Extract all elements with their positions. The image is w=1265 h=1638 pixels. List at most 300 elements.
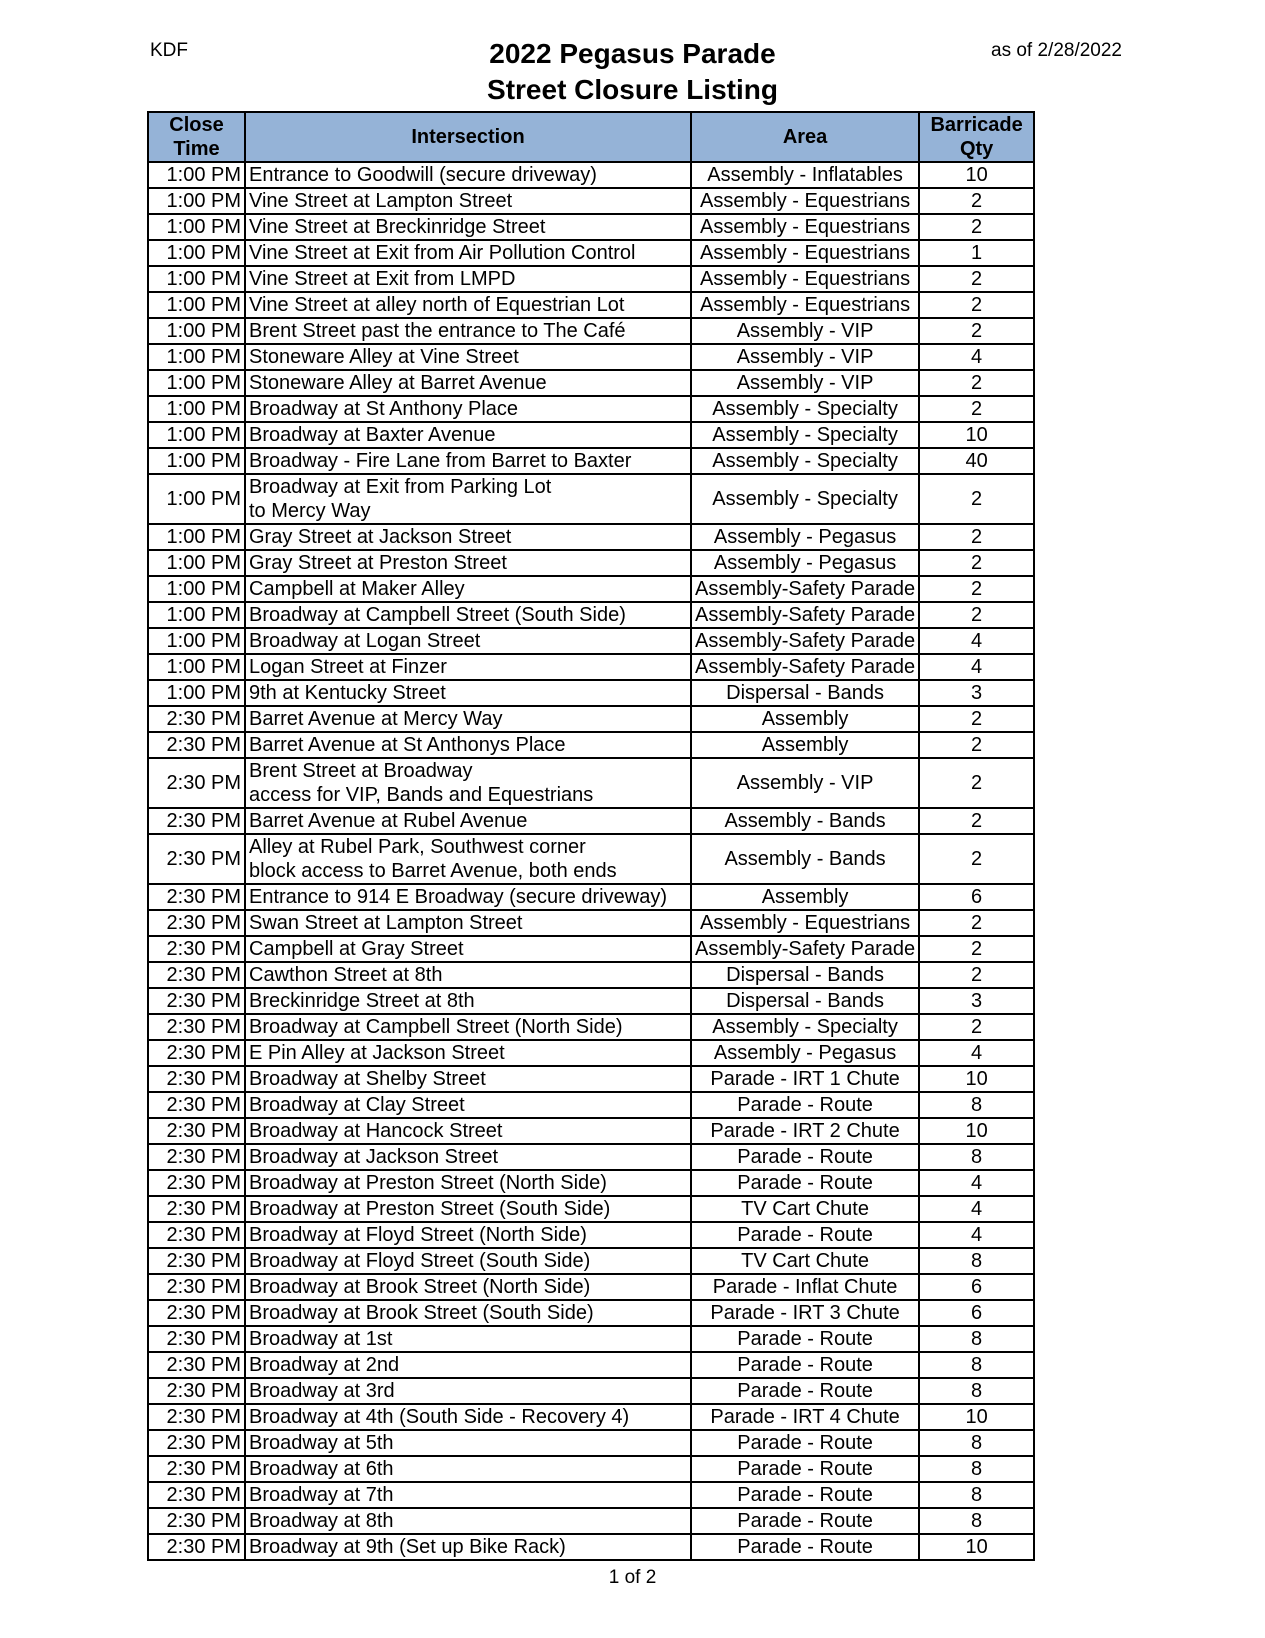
intersection-line: Broadway at Brook Street (South Side) [249, 1302, 594, 1324]
intersection-line: Vine Street at Exit from LMPD [249, 268, 516, 290]
area-cell: Assembly-Safety Parade [691, 576, 919, 602]
barricade-qty-cell: 2 [919, 834, 1034, 884]
close-time-cell: 1:00 PM [148, 680, 245, 706]
area-cell: Assembly - Equestrians [691, 266, 919, 292]
barricade-qty-cell: 8 [919, 1248, 1034, 1274]
intersection-cell [245, 1300, 691, 1326]
intersection-line: Brent Street at Broadway [249, 760, 473, 782]
intersection-line: Stoneware Alley at Vine Street [249, 346, 519, 368]
intersection-cell [245, 1170, 691, 1196]
intersection-line: Broadway at Jackson Street [249, 1146, 499, 1168]
column-header-close-time [148, 112, 245, 162]
area-cell: Assembly - Bands [691, 808, 919, 834]
intersection-cell [245, 962, 691, 988]
intersection-line: Broadway at 1st [249, 1328, 393, 1350]
barricade-qty-cell: 4 [919, 628, 1034, 654]
table-row [148, 884, 1034, 910]
intersection-line: Broadway at Campbell Street (South Side) [249, 604, 626, 626]
intersection-cell [245, 188, 691, 214]
area-cell: Assembly - Pegasus [691, 524, 919, 550]
intersection-line: Breckinridge Street at 8th [249, 990, 475, 1012]
table-row [148, 808, 1034, 834]
close-time-cell: 2:30 PM [148, 1534, 245, 1560]
close-time-cell: 2:30 PM [148, 732, 245, 758]
area-cell: Assembly-Safety Parade [691, 654, 919, 680]
close-time-cell: 1:00 PM [148, 370, 245, 396]
area-cell: Assembly [691, 706, 919, 732]
intersection-cell [245, 808, 691, 834]
close-time-cell: 2:30 PM [148, 1378, 245, 1404]
table-row [148, 910, 1034, 936]
intersection-line: Entrance to Goodwill (secure driveway) [249, 164, 597, 186]
close-time-header-line-2: Time [173, 138, 220, 160]
close-time-cell: 2:30 PM [148, 1326, 245, 1352]
table-row [148, 758, 1034, 808]
close-time-cell: 2:30 PM [148, 910, 245, 936]
area-cell: Parade - Route [691, 1222, 919, 1248]
close-time-cell: 2:30 PM [148, 1430, 245, 1456]
intersection-line: Broadway at Clay Street [249, 1094, 465, 1116]
table-row [148, 576, 1034, 602]
barricade-qty-cell: 8 [919, 1430, 1034, 1456]
close-time-cell: 2:30 PM [148, 706, 245, 732]
table-row [148, 1196, 1034, 1222]
table-row [148, 214, 1034, 240]
barricade-qty-cell: 8 [919, 1326, 1034, 1352]
intersection-cell [245, 524, 691, 550]
barricade-qty-cell: 2 [919, 576, 1034, 602]
barricade-qty-cell: 2 [919, 318, 1034, 344]
intersection-line: Cawthon Street at 8th [249, 964, 443, 986]
area-cell: Assembly - Specialty [691, 422, 919, 448]
intersection-line: Broadway at Logan Street [249, 630, 481, 652]
table-row [148, 370, 1034, 396]
close-time-cell: 1:00 PM [148, 524, 245, 550]
intersection-line: Broadway at Preston Street (North Side) [249, 1172, 607, 1194]
area-cell: Assembly - Inflatables [691, 162, 919, 188]
table-row [148, 1300, 1034, 1326]
intersection-cell [245, 1092, 691, 1118]
area-cell: Parade - Route [691, 1430, 919, 1456]
close-time-cell: 2:30 PM [148, 834, 245, 884]
intersection-cell [245, 706, 691, 732]
intersection-cell [245, 936, 691, 962]
barricade-qty-cell: 8 [919, 1482, 1034, 1508]
intersection-cell [245, 214, 691, 240]
close-time-cell: 2:30 PM [148, 1404, 245, 1430]
intersection-line: Vine Street at Breckinridge Street [249, 216, 546, 238]
intersection-line: Broadway at 2nd [249, 1354, 400, 1376]
intersection-line: Gray Street at Jackson Street [249, 526, 512, 548]
barricade-qty-cell: 6 [919, 1300, 1034, 1326]
close-time-cell: 2:30 PM [148, 1508, 245, 1534]
intersection-line: Broadway at 4th (South Side - Recovery 4) [249, 1406, 630, 1428]
intersection-cell [245, 1430, 691, 1456]
area-cell: Parade - Route [691, 1170, 919, 1196]
area-cell: TV Cart Chute [691, 1248, 919, 1274]
barricade-qty-cell: 10 [919, 1066, 1034, 1092]
table-row [148, 1508, 1034, 1534]
barricade-qty-cell: 2 [919, 706, 1034, 732]
area-cell: Assembly - Equestrians [691, 240, 919, 266]
close-time-header-line-1: Close [169, 114, 224, 136]
intersection-cell [245, 1352, 691, 1378]
intersection-cell [245, 1118, 691, 1144]
table-row [148, 162, 1034, 188]
barricade-qty-cell: 4 [919, 654, 1034, 680]
barricade-qty-cell: 2 [919, 524, 1034, 550]
barricade-qty-cell: 8 [919, 1456, 1034, 1482]
barricade-qty-cell: 2 [919, 808, 1034, 834]
intersection-line: Brent Street past the entrance to The Café [249, 320, 626, 342]
area-cell: Assembly - Equestrians [691, 292, 919, 318]
intersection-line: Broadway - Fire Lane from Barret to Baxter [249, 450, 632, 472]
table-row [148, 706, 1034, 732]
barricade-qty-cell: 3 [919, 988, 1034, 1014]
area-cell: Parade - Route [691, 1092, 919, 1118]
barricade-qty-cell: 2 [919, 1014, 1034, 1040]
intersection-line: Broadway at Shelby Street [249, 1068, 486, 1090]
table-row [148, 1118, 1034, 1144]
intersection-line: Barret Avenue at St Anthonys Place [249, 734, 566, 756]
intersection-cell [245, 1248, 691, 1274]
intersection-line: Vine Street at alley north of Equestrian Lot [249, 294, 625, 316]
close-time-cell: 1:00 PM [148, 654, 245, 680]
intersection-cell [245, 654, 691, 680]
table-row [148, 936, 1034, 962]
table-row [148, 1092, 1034, 1118]
close-time-cell: 2:30 PM [148, 1352, 245, 1378]
close-time-cell: 2:30 PM [148, 1144, 245, 1170]
intersection-line: 9th at Kentucky Street [249, 682, 446, 704]
close-time-cell: 2:30 PM [148, 1170, 245, 1196]
barricade-qty-cell: 2 [919, 370, 1034, 396]
table-row [148, 628, 1034, 654]
table-row [148, 396, 1034, 422]
area-cell: Dispersal - Bands [691, 680, 919, 706]
area-cell: Parade - IRT 2 Chute [691, 1118, 919, 1144]
close-time-cell: 2:30 PM [148, 1066, 245, 1092]
intersection-cell [245, 1222, 691, 1248]
intersection-line: Alley at Rubel Park, Southwest corner [249, 836, 586, 858]
barricade-qty-cell: 10 [919, 1534, 1034, 1560]
intersection-line: Gray Street at Preston Street [249, 552, 507, 574]
table-row [148, 680, 1034, 706]
area-cell: Parade - Route [691, 1508, 919, 1534]
intersection-cell [245, 602, 691, 628]
table-row [148, 318, 1034, 344]
intersection-line: Broadway at Exit from Parking Lot [249, 476, 552, 498]
title-line-1: 2022 Pegasus Parade [489, 38, 776, 69]
close-time-cell: 1:00 PM [148, 214, 245, 240]
barricade-qty-cell: 6 [919, 884, 1034, 910]
intersection-line: Broadway at Brook Street (North Side) [249, 1276, 591, 1298]
intersection-cell [245, 1534, 691, 1560]
area-cell: Assembly-Safety Parade [691, 936, 919, 962]
close-time-cell: 2:30 PM [148, 936, 245, 962]
table-row [148, 1144, 1034, 1170]
area-cell: Assembly - Pegasus [691, 1040, 919, 1066]
intersection-line: Broadway at Floyd Street (North Side) [249, 1224, 587, 1246]
close-time-cell: 1:00 PM [148, 448, 245, 474]
intersection-cell [245, 628, 691, 654]
barricade-qty-cell: 8 [919, 1144, 1034, 1170]
barricade-qty-cell: 2 [919, 550, 1034, 576]
intersection-cell [245, 318, 691, 344]
area-cell: Assembly - Specialty [691, 474, 919, 524]
area-cell: Parade - IRT 3 Chute [691, 1300, 919, 1326]
area-cell: Assembly - VIP [691, 758, 919, 808]
barricade-qty-cell: 10 [919, 162, 1034, 188]
barricade-qty-cell: 1 [919, 240, 1034, 266]
close-time-cell: 1:00 PM [148, 628, 245, 654]
area-cell: Parade - Route [691, 1456, 919, 1482]
intersection-line: Broadway at St Anthony Place [249, 398, 519, 420]
barricade-qty-cell: 4 [919, 1040, 1034, 1066]
area-cell: Parade - Route [691, 1482, 919, 1508]
table-row [148, 474, 1034, 524]
close-time-cell: 2:30 PM [148, 1040, 245, 1066]
barricade-qty-cell: 8 [919, 1352, 1034, 1378]
table-row [148, 292, 1034, 318]
column-header-intersection: Intersection [245, 112, 691, 162]
close-time-cell: 1:00 PM [148, 396, 245, 422]
area-cell: Assembly [691, 884, 919, 910]
intersection-line: Broadway at 9th (Set up Bike Rack) [249, 1536, 566, 1558]
intersection-cell [245, 396, 691, 422]
intersection-cell [245, 292, 691, 318]
table-row [148, 1534, 1034, 1560]
table-row [148, 1014, 1034, 1040]
table-row [148, 1378, 1034, 1404]
intersection-line: Broadway at Preston Street (South Side) [249, 1198, 611, 1220]
intersection-line: Broadway at 5th [249, 1432, 394, 1454]
intersection-cell [245, 550, 691, 576]
area-cell: Assembly-Safety Parade [691, 602, 919, 628]
intersection-cell [245, 162, 691, 188]
close-time-cell: 1:00 PM [148, 292, 245, 318]
intersection-line: Barret Avenue at Mercy Way [249, 708, 503, 730]
barricade-qty-cell: 4 [919, 1222, 1034, 1248]
table-row [148, 1222, 1034, 1248]
table-row [148, 524, 1034, 550]
barricade-qty-cell: 10 [919, 1118, 1034, 1144]
area-cell: Assembly - Equestrians [691, 910, 919, 936]
intersection-line: Broadway at 6th [249, 1458, 394, 1480]
barricade-qty-cell: 2 [919, 188, 1034, 214]
intersection-cell [245, 240, 691, 266]
close-time-cell: 1:00 PM [148, 188, 245, 214]
intersection-cell [245, 834, 691, 884]
intersection-cell [245, 910, 691, 936]
area-cell: Dispersal - Bands [691, 962, 919, 988]
close-time-cell: 2:30 PM [148, 808, 245, 834]
table-row [148, 1326, 1034, 1352]
intersection-line: access for VIP, Bands and Equestrians [249, 784, 594, 806]
intersection-cell [245, 576, 691, 602]
close-time-cell: 2:30 PM [148, 1222, 245, 1248]
intersection-line: Broadway at Floyd Street (South Side) [249, 1250, 591, 1272]
intersection-cell [245, 1378, 691, 1404]
area-cell: Assembly [691, 732, 919, 758]
close-time-cell: 1:00 PM [148, 576, 245, 602]
street-closure-table [147, 111, 1035, 1561]
area-cell: Assembly - VIP [691, 344, 919, 370]
area-cell: Parade - IRT 4 Chute [691, 1404, 919, 1430]
barricade-qty-header-line-2: Qty [959, 138, 994, 160]
area-cell: Parade - Route [691, 1534, 919, 1560]
close-time-cell: 2:30 PM [148, 1014, 245, 1040]
intersection-line: E Pin Alley at Jackson Street [249, 1042, 505, 1064]
table-row [148, 1248, 1034, 1274]
table-row [148, 732, 1034, 758]
barricade-qty-cell: 3 [919, 680, 1034, 706]
barricade-qty-cell: 2 [919, 936, 1034, 962]
table-row [148, 962, 1034, 988]
close-time-cell: 2:30 PM [148, 962, 245, 988]
area-cell: Parade - Route [691, 1378, 919, 1404]
area-cell: Assembly - Bands [691, 834, 919, 884]
close-time-cell: 1:00 PM [148, 162, 245, 188]
intersection-line: block access to Barret Avenue, both ends [249, 860, 617, 882]
intersection-cell [245, 1404, 691, 1430]
intersection-cell [245, 758, 691, 808]
table-row [148, 1040, 1034, 1066]
table-row [148, 422, 1034, 448]
close-time-cell: 1:00 PM [148, 422, 245, 448]
table-row [148, 1482, 1034, 1508]
close-time-cell: 2:30 PM [148, 758, 245, 808]
table-row [148, 1274, 1034, 1300]
area-cell: Assembly - Specialty [691, 448, 919, 474]
table-row [148, 834, 1034, 884]
intersection-line: Campbell at Maker Alley [249, 578, 465, 600]
barricade-qty-cell: 2 [919, 396, 1034, 422]
area-cell: Parade - Route [691, 1352, 919, 1378]
title-line-2: Street Closure Listing [487, 74, 778, 105]
barricade-qty-cell: 2 [919, 758, 1034, 808]
close-time-cell: 1:00 PM [148, 318, 245, 344]
intersection-line: Broadway at Baxter Avenue [249, 424, 496, 446]
intersection-line: Campbell at Gray Street [249, 938, 464, 960]
barricade-qty-cell: 10 [919, 1404, 1034, 1430]
area-cell: Parade - Route [691, 1144, 919, 1170]
intersection-cell [245, 1456, 691, 1482]
barricade-qty-cell: 8 [919, 1092, 1034, 1118]
area-cell: Assembly - Equestrians [691, 188, 919, 214]
intersection-cell [245, 1144, 691, 1170]
close-time-cell: 1:00 PM [148, 344, 245, 370]
barricade-qty-cell: 10 [919, 422, 1034, 448]
table-row [148, 448, 1034, 474]
intersection-line: Stoneware Alley at Barret Avenue [249, 372, 547, 394]
table-row [148, 988, 1034, 1014]
close-time-cell: 2:30 PM [148, 1456, 245, 1482]
area-cell: Dispersal - Bands [691, 988, 919, 1014]
intersection-cell [245, 1482, 691, 1508]
intersection-line: Broadway at Campbell Street (North Side) [249, 1016, 623, 1038]
close-time-cell: 1:00 PM [148, 240, 245, 266]
table-row [148, 188, 1034, 214]
table-row [148, 1066, 1034, 1092]
table-row [148, 550, 1034, 576]
area-cell: Assembly - VIP [691, 370, 919, 396]
close-time-cell: 2:30 PM [148, 1300, 245, 1326]
table-row [148, 266, 1034, 292]
table-row [148, 1170, 1034, 1196]
barricade-qty-cell: 2 [919, 214, 1034, 240]
area-cell: Assembly - Specialty [691, 1014, 919, 1040]
table-row [148, 1404, 1034, 1430]
as-of-date: as of 2/28/2022 [991, 40, 1122, 61]
area-cell: Assembly-Safety Parade [691, 628, 919, 654]
close-time-cell: 2:30 PM [148, 1092, 245, 1118]
area-cell: Assembly - Pegasus [691, 550, 919, 576]
barricade-qty-cell: 4 [919, 344, 1034, 370]
page-number: 1 of 2 [608, 1567, 657, 1588]
intersection-line: Logan Street at Finzer [249, 656, 447, 678]
close-time-cell: 2:30 PM [148, 884, 245, 910]
table-row [148, 1456, 1034, 1482]
close-time-cell: 2:30 PM [148, 1248, 245, 1274]
intersection-cell [245, 988, 691, 1014]
barricade-qty-cell: 2 [919, 962, 1034, 988]
intersection-line: Swan Street at Lampton Street [249, 912, 523, 934]
intersection-line: Barret Avenue at Rubel Avenue [249, 810, 528, 832]
barricade-qty-cell: 4 [919, 1196, 1034, 1222]
intersection-line: Entrance to 914 E Broadway (secure driveway) [249, 886, 667, 908]
intersection-cell [245, 680, 691, 706]
intersection-cell [245, 1014, 691, 1040]
intersection-line: Broadway at 3rd [249, 1380, 395, 1402]
intersection-cell [245, 422, 691, 448]
intersection-cell [245, 1508, 691, 1534]
table-row [148, 602, 1034, 628]
table-row [148, 240, 1034, 266]
table-row [148, 1430, 1034, 1456]
table-row [148, 654, 1034, 680]
close-time-cell: 1:00 PM [148, 550, 245, 576]
intersection-line: Broadway at Hancock Street [249, 1120, 503, 1142]
area-cell: Parade - Inflat Chute [691, 1274, 919, 1300]
area-cell: TV Cart Chute [691, 1196, 919, 1222]
intersection-line: Vine Street at Lampton Street [249, 190, 513, 212]
close-time-cell: 2:30 PM [148, 1274, 245, 1300]
close-time-cell: 2:30 PM [148, 988, 245, 1014]
area-cell: Assembly - VIP [691, 318, 919, 344]
intersection-cell [245, 448, 691, 474]
area-cell: Assembly - Specialty [691, 396, 919, 422]
table-row [148, 344, 1034, 370]
intersection-cell [245, 1274, 691, 1300]
close-time-cell: 2:30 PM [148, 1118, 245, 1144]
column-header-area: Area [691, 112, 919, 162]
barricade-qty-cell: 2 [919, 910, 1034, 936]
table-body [148, 162, 1034, 1560]
barricade-qty-cell: 6 [919, 1274, 1034, 1300]
intersection-cell [245, 732, 691, 758]
intersection-line: Broadway at 8th [249, 1510, 394, 1532]
intersection-cell [245, 1066, 691, 1092]
barricade-qty-cell: 2 [919, 602, 1034, 628]
barricade-qty-cell: 8 [919, 1508, 1034, 1534]
barricade-qty-header-line-1: Barricade [930, 114, 1023, 136]
barricade-qty-cell: 8 [919, 1378, 1034, 1404]
barricade-qty-cell: 2 [919, 292, 1034, 318]
close-time-cell: 1:00 PM [148, 474, 245, 524]
table-header-row [148, 112, 1034, 162]
intersection-line: Vine Street at Exit from Air Pollution Control [249, 242, 636, 264]
